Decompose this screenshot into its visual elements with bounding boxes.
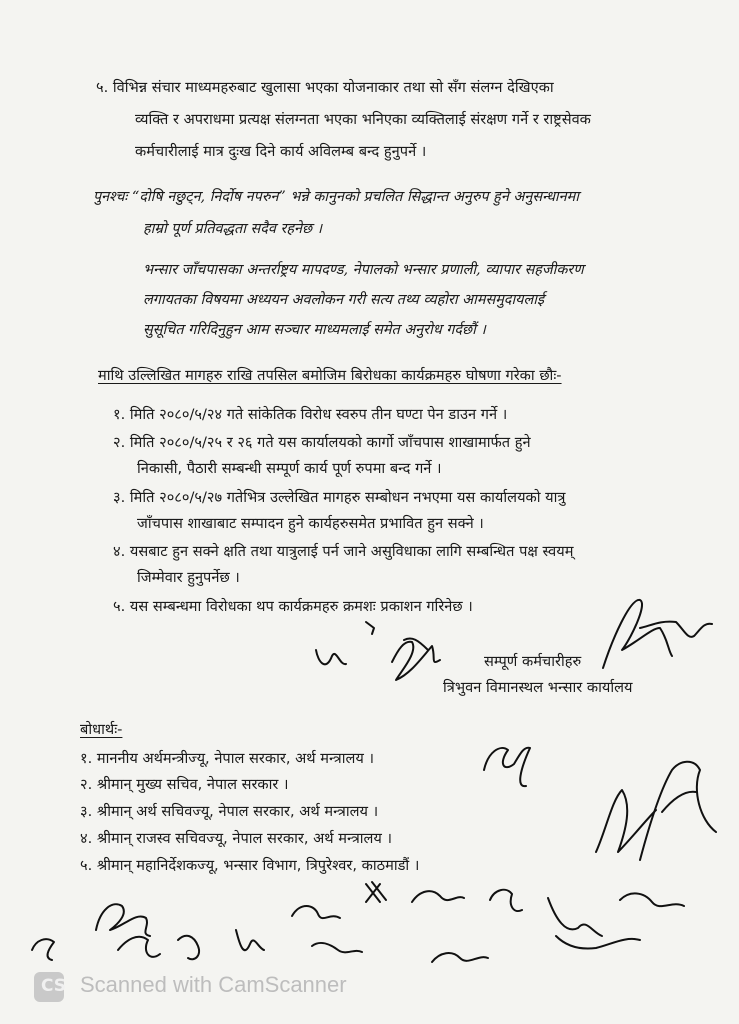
signature-mark — [432, 953, 488, 962]
signature-mark — [392, 642, 440, 680]
signature-mark — [412, 891, 464, 902]
point-5-line-3: कर्मचारीलाई मात्र दुःख दिने कार्य अविलम्ब बन्द हुनुपर्ने । — [135, 143, 427, 160]
signature-mark — [548, 898, 602, 936]
cc-title: बोधार्थः- — [80, 721, 123, 738]
program-item-3-line-1: ३. मिति २०८०/५/२७ गतेभित्र उल्लेखित मागहरु सम्बोधन नभएमा यस कार्यालयको यात्रु — [113, 489, 566, 506]
signature-mark — [662, 792, 696, 812]
program-item-5: ५. यस सम्बन्धमा विरोधका थप कार्यक्रमहरु क्रमशः प्रकाशन गरिनेछ । — [113, 598, 473, 615]
signatory-staff: सम्पूर्ण कर्मचारीहरु — [484, 653, 582, 670]
cc-item-5: ५. श्रीमान् महानिर्देशकज्यू, भन्सार विभाग, त्रिपुरेश्वर, काठमाडौं । — [80, 857, 420, 874]
signature-mark — [490, 890, 522, 911]
signatory-office: त्रिभुवन विमानस्थल भन्सार कार्यालय — [443, 679, 633, 696]
program-item-2-line-1: २. मिति २०८०/५/२५ र २६ गते यस कार्यालयको कार्गो जाँचपास शाखामार्फत हुने — [113, 434, 531, 451]
signature-mark — [620, 893, 684, 906]
camscanner-logo-letters: CS — [41, 976, 67, 996]
postscript-paragraph-line-2: लगायतका विषयमा अध्ययन अवलोकन गरी सत्य तथ्य व्यहोरा आमसमुदायलाई — [143, 292, 545, 308]
signature-mark — [118, 937, 160, 957]
point-5-line-1: ५. विभिन्न संचार माध्यमहरुबाट खुलासा भएका योजनाकार तथा सो सँग संलग्न देखिएका — [96, 79, 554, 96]
cc-item-4: ४. श्रीमान् राजस्व सचिवज्यू, नेपाल सरकार, अर्थ मन्त्रालय । — [80, 830, 393, 847]
signature-mark — [236, 930, 264, 950]
signature-mark — [603, 600, 672, 668]
point-5-line-2: व्यक्ति र अपराधमा प्रत्यक्ष संलग्नता भएका भनिएका व्यक्तिलाई संरक्षण गर्ने र राष्ट्रसेवक — [135, 111, 591, 128]
signature-mark — [596, 790, 656, 852]
signature-mark — [96, 904, 150, 936]
signature-mark — [292, 906, 340, 918]
signature-mark — [556, 936, 640, 949]
postscript-line-1: पुनश्चः “दोषि नछुट्न, निर्दोष नपरुन” भन्ने कानुनको प्रचलित सिद्धान्त अनुरुप हुने अनुसन्धानमा — [93, 189, 579, 205]
signature-mark — [32, 939, 54, 960]
cc-item-1: १. माननीय अर्थमन्त्रीज्यू, नेपाल सरकार, अर्थ मन्त्रालय । — [80, 750, 375, 767]
cc-item-3: ३. श्रीमान् अर्थ सचिवज्यू, नेपाल सरकार, अर्थ मन्त्रालय । — [80, 803, 379, 820]
program-item-3-line-2: जाँचपास शाखाबाट सम्पादन हुने कार्यहरुसमेत प्रभावित हुन सक्ने । — [137, 515, 484, 532]
program-heading: माथि उल्लिखित मागहरु राखि तपसिल बमोजिम बिरोधका कार्यक्रमहरु घोषणा गरेका छौः- — [98, 367, 562, 384]
signature-mark — [366, 882, 386, 902]
postscript-paragraph-line-1: भन्सार जाँचपासका अन्तर्राष्ट्रय मापदण्ड, नेपालको भन्सार प्रणाली, व्यापार सहजीकरण — [143, 262, 584, 278]
program-item-2-line-2: निकासी, पैठारी सम्बन्धी सम्पूर्ण कार्य पूर्ण रुपमा बन्द गर्ने । — [137, 460, 442, 477]
camscanner-logo-icon — [34, 972, 67, 1002]
signature-mark — [484, 748, 530, 786]
signature-mark — [178, 936, 199, 960]
signature-mark — [640, 622, 712, 637]
signature-mark — [366, 622, 374, 634]
program-item-1: १. मिति २०८०/५/२४ गते सांकेतिक विरोध स्वरुप तीन घण्टा पेन डाउन गर्ने । — [113, 406, 508, 423]
postscript-paragraph-line-3: सुसूचित गरिदिनुहुन आम सञ्चार माध्यमलाई समेत अनुरोध गर्दछौं । — [143, 322, 486, 338]
postscript-line-2: हाम्रो पूर्ण प्रतिवद्धता सदैव रहनेछ । — [143, 221, 323, 237]
program-item-4-line-1: ४. यसबाट हुन सक्ने क्षति तथा यात्रुलाई पर्न जाने असुविधाका लागि सम्बन्धित पक्ष स्वयम् — [113, 543, 574, 560]
signature-mark — [316, 650, 346, 664]
program-item-4-line-2: जिम्मेवार हुनुपर्नेछ । — [137, 569, 240, 586]
signature-mark — [312, 943, 362, 952]
camscanner-watermark-text: Scanned with CamScanner — [80, 972, 347, 997]
cc-item-2: २. श्रीमान् मुख्य सचिव, नेपाल सरकार । — [80, 776, 289, 793]
signature-mark — [640, 762, 716, 860]
signature-mark — [404, 638, 428, 650]
